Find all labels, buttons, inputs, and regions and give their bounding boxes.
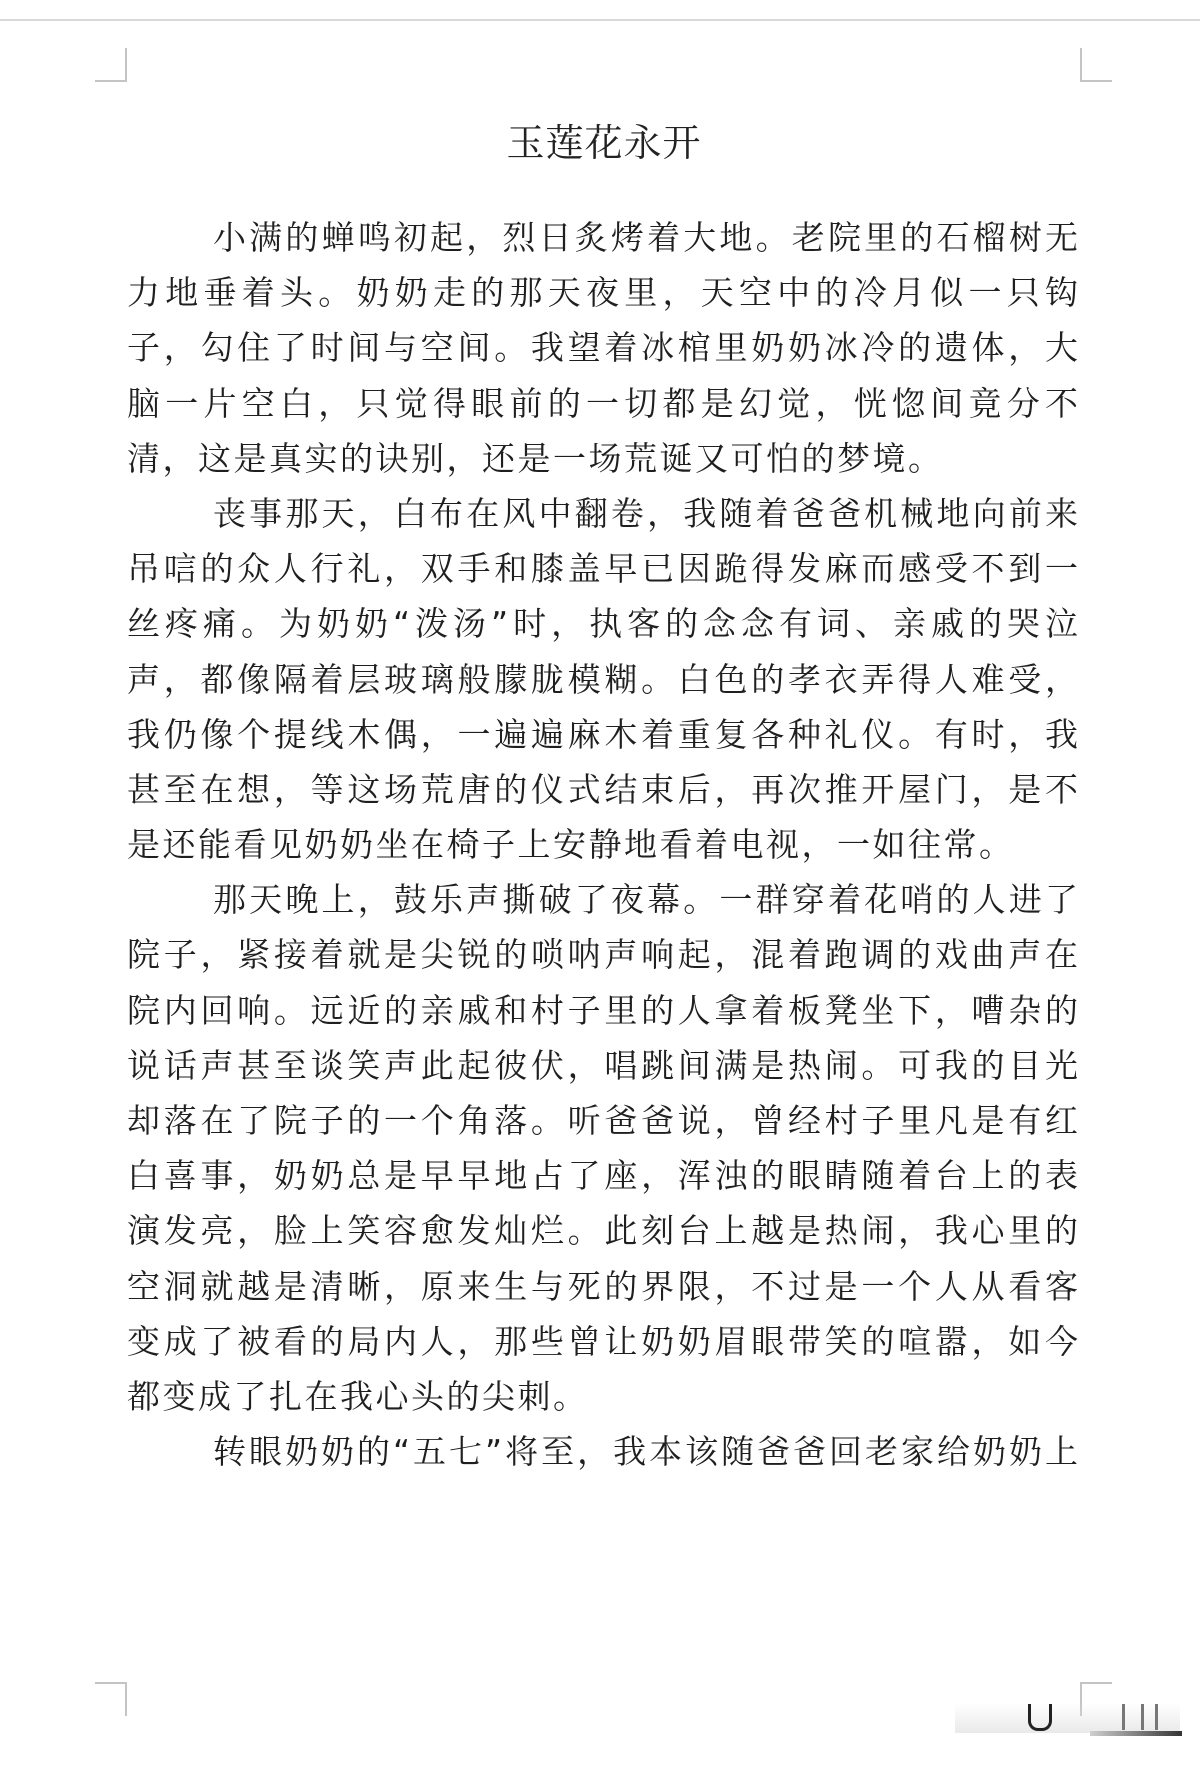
text-line: 转眼奶奶的“五七”将至，我本该随爸爸回老家给奶奶上: [213, 1432, 1078, 1472]
text-line: 院子，紧接着就是尖锐的唢呐声响起，混着跑调的戏曲声在: [127, 935, 1078, 975]
watermark-logo: [955, 1703, 1180, 1733]
document-title: 玉莲花永开: [506, 121, 702, 166]
text-line: 清，这是真实的诀别，还是一场荒诞又可怕的梦境。: [127, 438, 944, 478]
text-line: 脑一片空白，只觉得眼前的一切都是幻觉，恍惚间竟分不: [127, 383, 1078, 423]
margin-corner-bottom-left: [95, 1682, 127, 1716]
text-line: 演发亮，脸上笑容愈发灿烂。此刻台上越是热闹，我心里的: [127, 1211, 1078, 1251]
margin-corner-top-left: [95, 48, 127, 82]
watermark-bar-icon: [1141, 1704, 1144, 1730]
text-line: 力地垂着头。奶奶走的那天夜里，天空中的冷月似一只钩: [127, 273, 1078, 313]
text-line: 子，勾住了时间与空间。我望着冰棺里奶奶冰冷的遗体，大: [127, 328, 1078, 368]
text-line: 是还能看见奶奶坐在椅子上安静地看着电视，一如往常。: [127, 825, 1015, 865]
text-line: 声，都像隔着层玻璃般朦胧模糊。白色的孝衣弄得人难受，: [127, 659, 1078, 699]
watermark-bar-icon: [1122, 1704, 1125, 1730]
watermark-glyph-icon: [1028, 1704, 1052, 1731]
watermark-bar-icon: [1155, 1704, 1158, 1730]
text-line: 变成了被看的局内人，那些曾让奶奶眉眼带笑的喧嚣，如今: [127, 1321, 1078, 1361]
watermark-underline: [1090, 1731, 1182, 1736]
text-line: 丝疼痛。为奶奶“泼汤”时，执客的念念有词、亲戚的哭泣: [127, 604, 1078, 644]
text-line: 那天晚上，鼓乐声撕破了夜幕。一群穿着花哨的人进了: [213, 880, 1078, 920]
text-line: 吊唁的众人行礼，双手和膝盖早已因跪得发麻而感受不到一: [127, 549, 1078, 589]
text-line: 小满的蝉鸣初起，烈日炙烤着大地。老院里的石榴树无: [213, 218, 1078, 257]
text-line: 却落在了院子的一个角落。听爸爸说，曾经村子里凡是有红: [127, 1101, 1078, 1140]
margin-corner-top-right: [1080, 48, 1112, 82]
text-line: 院内回响。远近的亲戚和村子里的人拿着板凳坐下，嘈杂的: [127, 990, 1078, 1030]
document-body: [127, 218, 1078, 1487]
text-line: 丧事那天，白布在风中翻卷，我随着爸爸机械地向前来: [213, 493, 1078, 533]
text-line: 空洞就越是清晰，原来生与死的界限，不过是一个人从看客: [127, 1266, 1078, 1306]
text-line: 说话声甚至谈笑声此起彼伏，唱跳间满是热闹。可我的目光: [127, 1045, 1078, 1085]
text-line: 都变成了扎在我心头的尖刺。: [127, 1376, 589, 1416]
text-line: 我仍像个提线木偶，一遍遍麻木着重复各种礼仪。有时，我: [127, 714, 1078, 754]
text-line: 白喜事，奶奶总是早早地占了座，浑浊的眼睛随着台上的表: [127, 1156, 1078, 1196]
top-divider: [0, 19, 1200, 21]
text-line: 甚至在想，等这场荒唐的仪式结束后，再次推开屋门，是不: [127, 769, 1078, 809]
